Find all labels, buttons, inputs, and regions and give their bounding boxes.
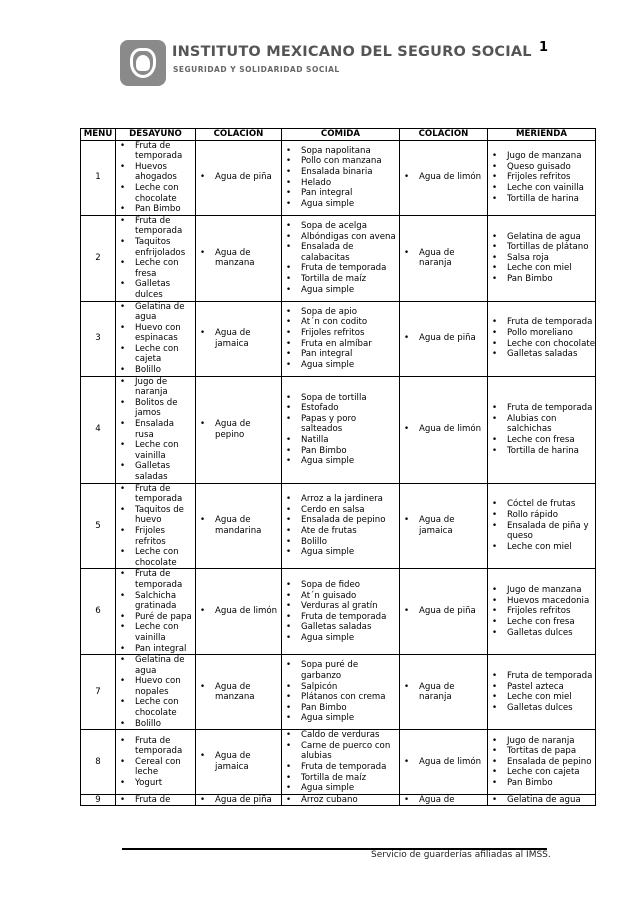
food-item: • Fruta de temporada [116, 141, 195, 162]
food-list [488, 736, 595, 789]
food-list [488, 795, 595, 806]
food-item: • Agua de limón [400, 757, 487, 768]
cell-desayuno [116, 215, 196, 301]
food-item: • Pan Bimbo [282, 446, 399, 457]
menu-number: 2 [81, 215, 116, 301]
food-item: • Pollo moreliano [488, 328, 595, 339]
menu-number: 4 [81, 376, 116, 483]
food-item: • Plátanos con crema [282, 692, 399, 703]
food-item: • Gelatina de agua [116, 655, 195, 676]
food-item: • Agua de naranja [400, 682, 487, 703]
food-item: • Leche con vainilla [116, 622, 195, 643]
food-item: • Sopa napolitana [282, 146, 399, 157]
food-item: • Agua de manzana [196, 248, 281, 269]
cell-colacion1 [196, 215, 282, 301]
food-item: • Huevos ahogados [116, 162, 195, 183]
food-item: • Agua de piña [400, 333, 487, 344]
food-list [196, 795, 281, 806]
cell-colacion1 [196, 569, 282, 655]
food-list [282, 221, 399, 295]
food-item: • Agua simple [282, 360, 399, 371]
cell-comida [282, 483, 400, 569]
table-body [81, 140, 596, 806]
food-list [400, 682, 487, 703]
food-item: • Huevo con espinacas [116, 323, 195, 344]
food-item: • Agua de jamaica [196, 751, 281, 772]
food-list [196, 751, 281, 772]
column-header: MERIENDA [488, 129, 596, 141]
food-item: • Tortilla de harina [488, 446, 595, 457]
column-header: DESAYUNO [116, 129, 196, 141]
cell-comida [282, 376, 400, 483]
cell-colacion2 [400, 794, 488, 806]
food-item: • Bolillo [116, 719, 195, 730]
menu-number: 9 [81, 794, 116, 806]
food-item: • Papas y poro salteados [282, 414, 399, 435]
food-list [196, 419, 281, 440]
food-item: • Frijoles refritos [282, 328, 399, 339]
food-item: • Leche con chocolate [488, 339, 595, 350]
food-list [282, 660, 399, 724]
food-list [196, 328, 281, 349]
table-row [81, 301, 596, 376]
food-list [282, 146, 399, 210]
food-item: • Leche con miel [488, 692, 595, 703]
food-item: • Leche con miel [488, 263, 595, 274]
food-item: • Agua de manzana [196, 682, 281, 703]
cell-merienda [488, 215, 596, 301]
table-row [81, 569, 596, 655]
food-item: • Fruta de temporada [282, 762, 399, 773]
food-item: • Sopa de acelga [282, 221, 399, 232]
food-item: • Rollo rápido [488, 510, 595, 521]
food-item: • Fruta en almíbar [282, 339, 399, 350]
column-header: COLACION [400, 129, 488, 141]
cell-colacion1 [196, 794, 282, 806]
food-item: • Arroz a la jardinera [282, 494, 399, 505]
food-item: • Pan Bimbo [116, 204, 195, 215]
food-item: • Jugo de manzana [488, 151, 595, 162]
food-item: • Ensalada de pepino [282, 515, 399, 526]
food-list [282, 730, 399, 794]
food-list [400, 795, 487, 806]
food-item: • Cerdo en salsa [282, 505, 399, 516]
food-item: • Frijoles refritos [488, 606, 595, 617]
cell-colacion2 [400, 655, 488, 730]
food-item: • Jugo de naranja [488, 736, 595, 747]
food-item: • Fruta de temporada [488, 317, 595, 328]
food-item: • Taquitos enfrijolados [116, 237, 195, 258]
column-header: MENU [81, 129, 116, 141]
food-list [116, 569, 195, 654]
table-row [81, 794, 596, 806]
food-item: • Sopa puré de garbanzo [282, 660, 399, 681]
food-item: • Leche con fresa [488, 617, 595, 628]
food-item: • Agua de piña [196, 795, 281, 806]
cell-merienda [488, 140, 596, 215]
food-list [196, 682, 281, 703]
food-item: • Pan Bimbo [488, 778, 595, 789]
food-item: • Carne de puerco con alubias [282, 741, 399, 762]
cell-desayuno [116, 569, 196, 655]
food-item: • Agua simple [282, 547, 399, 558]
food-item: • Galletas saladas [116, 461, 195, 482]
food-item: • Ate de frutas [282, 526, 399, 537]
food-list [196, 248, 281, 269]
food-list [282, 795, 399, 806]
food-item: • Frijoles refritos [488, 172, 595, 183]
food-item: • Galletas dulces [488, 703, 595, 714]
food-item: • Agua de [400, 795, 487, 806]
food-item: • Fruta de temporada [282, 263, 399, 274]
food-item: • Agua simple [282, 199, 399, 210]
food-list [282, 580, 399, 644]
food-item: • Yogurt [116, 778, 195, 789]
food-item: • Agua de limón [196, 606, 281, 617]
food-list [116, 736, 195, 789]
cell-colacion1 [196, 655, 282, 730]
food-item: • Salpicón [282, 682, 399, 693]
food-item: • Agua de limón [400, 424, 487, 435]
food-list [116, 216, 195, 301]
food-item: • Frijoles refritos [116, 526, 195, 547]
food-list [488, 585, 595, 638]
food-item: • Tortillas de plátano [488, 242, 595, 253]
food-list [116, 655, 195, 729]
table-row [81, 215, 596, 301]
cell-colacion1 [196, 301, 282, 376]
cell-merienda [488, 483, 596, 569]
cell-comida [282, 301, 400, 376]
food-item: • Agua de mandarina [196, 515, 281, 536]
food-item: • Bolillo [282, 537, 399, 548]
food-item: • Tortilla de harina [488, 194, 595, 205]
food-item: • Fruta de temporada [116, 484, 195, 505]
food-item: • At´n guisado [282, 591, 399, 602]
food-list [116, 302, 195, 376]
cell-merienda [488, 376, 596, 483]
food-item: • Leche con miel [488, 542, 595, 553]
food-list [282, 393, 399, 467]
food-item: • Puré de papa [116, 612, 195, 623]
imss-logo-icon [120, 40, 166, 86]
cell-desayuno [116, 301, 196, 376]
food-list [116, 377, 195, 483]
cell-colacion2 [400, 483, 488, 569]
food-item: • Ensalada rusa [116, 419, 195, 440]
food-item: • Leche con cajeta [116, 344, 195, 365]
menu-number: 1 [81, 140, 116, 215]
table-row [81, 483, 596, 569]
food-item: • Sopa de tortilla [282, 393, 399, 404]
cell-desayuno [116, 655, 196, 730]
food-list [196, 515, 281, 536]
page-number: 1 [539, 40, 549, 55]
food-item: • Gelatina de agua [116, 302, 195, 323]
food-item: • Jugo de manzana [488, 585, 595, 596]
cell-merienda [488, 794, 596, 806]
food-item: • Galletas dulces [488, 628, 595, 639]
food-item: • Huevos macedonia [488, 596, 595, 607]
food-item: • Ensalada de piña y queso [488, 521, 595, 542]
food-item: • Pan Bimbo [282, 703, 399, 714]
food-list [488, 151, 595, 204]
food-list [488, 232, 595, 285]
cell-colacion2 [400, 569, 488, 655]
cell-colacion1 [196, 483, 282, 569]
food-item: • Agua de jamaica [400, 515, 487, 536]
food-item: • Fruta de temporada [116, 216, 195, 237]
food-list [488, 671, 595, 713]
cell-merienda [488, 730, 596, 795]
food-item: • Estofado [282, 403, 399, 414]
menu-number: 8 [81, 730, 116, 795]
food-item: • Agua simple [282, 633, 399, 644]
food-list [400, 333, 487, 344]
food-list [400, 757, 487, 768]
food-list [400, 172, 487, 183]
food-item: • Jugo de naranja [116, 377, 195, 398]
column-header: COMIDA [282, 129, 400, 141]
cell-desayuno [116, 794, 196, 806]
cell-comida [282, 140, 400, 215]
food-item: • Agua de piña [400, 606, 487, 617]
food-item: • Fruta de temporada [116, 736, 195, 757]
food-item: • Pastel azteca [488, 682, 595, 693]
food-item: • Gelatina de agua [488, 232, 595, 243]
food-item: • Tortilla de maíz [282, 773, 399, 784]
food-list [116, 141, 195, 215]
food-list [116, 484, 195, 569]
food-item: • Agua simple [282, 456, 399, 467]
food-item: • Leche con chocolate [116, 183, 195, 204]
food-item: • Leche con vainilla [488, 183, 595, 194]
org-subtitle: SEGURIDAD Y SOLIDARIDAD SOCIAL [173, 65, 340, 74]
food-item: • Agua simple [282, 713, 399, 724]
food-item: • Salsa roja [488, 253, 595, 264]
food-item: • Fruta de temporada [282, 612, 399, 623]
cell-colacion2 [400, 376, 488, 483]
food-item: • Fruta de temporada [488, 671, 595, 682]
food-item: • Galletas saladas [488, 349, 595, 360]
menu-number: 3 [81, 301, 116, 376]
food-list [400, 515, 487, 536]
food-item: • Ensalada binaria [282, 167, 399, 178]
cell-merienda [488, 655, 596, 730]
food-item: • Agua de limón [400, 172, 487, 183]
food-item: • Alubias con salchichas [488, 414, 595, 435]
food-item: • Verduras al gratín [282, 601, 399, 612]
cell-colacion2 [400, 301, 488, 376]
food-list [282, 494, 399, 558]
food-list [196, 606, 281, 617]
food-item: • Galletas saladas [282, 622, 399, 633]
food-item: • Pan Bimbo [488, 274, 595, 285]
food-list [196, 172, 281, 183]
food-item: • Leche con vainilla [116, 440, 195, 461]
food-item: • Tortilla de maíz [282, 274, 399, 285]
food-item: • Sopa de fideo [282, 580, 399, 591]
cell-desayuno [116, 483, 196, 569]
table-row [81, 376, 596, 483]
table-header-row [81, 129, 596, 141]
food-item: • Helado [282, 178, 399, 189]
cell-colacion1 [196, 140, 282, 215]
food-item: • Leche con fresa [488, 435, 595, 446]
food-item: • Galletas dulces [116, 279, 195, 300]
food-item: • At´n con codito [282, 317, 399, 328]
food-item: • Agua de pepino [196, 419, 281, 440]
food-item: • Pan integral [116, 644, 195, 655]
food-list [400, 606, 487, 617]
food-item: • Sopa de apio [282, 307, 399, 318]
food-item: • Agua simple [282, 783, 399, 794]
food-item: • Bolillo [116, 365, 195, 376]
cell-desayuno [116, 376, 196, 483]
food-item: • Pan integral [282, 349, 399, 360]
food-list [400, 424, 487, 435]
food-item: • Fruta de temporada [488, 403, 595, 414]
table-row [81, 730, 596, 795]
food-item: • Ensalada de calabacitas [282, 242, 399, 263]
cell-comida [282, 569, 400, 655]
food-item: • Pan integral [282, 188, 399, 199]
cell-comida [282, 215, 400, 301]
cell-colacion2 [400, 140, 488, 215]
food-item: • Agua de piña [196, 172, 281, 183]
food-item: • Huevo con nopales [116, 676, 195, 697]
menu-number: 7 [81, 655, 116, 730]
column-header: COLACION [196, 129, 282, 141]
food-item: • Taquitos de huevo [116, 505, 195, 526]
footer-text: Servicio de guarderías afiliadas al IMSS. [371, 850, 551, 860]
food-item: • Agua simple [282, 285, 399, 296]
cell-merienda [488, 569, 596, 655]
cell-desayuno [116, 140, 196, 215]
food-item: • Salchicha gratinada [116, 591, 195, 612]
cell-comida [282, 794, 400, 806]
org-name: INSTITUTO MEXICANO DEL SEGURO SOCIAL [172, 44, 532, 60]
food-item: • Leche con fresa [116, 258, 195, 279]
food-item: • Fruta de temporada [116, 569, 195, 590]
cell-colacion1 [196, 730, 282, 795]
food-item: • Ensalada de pepino [488, 757, 595, 768]
food-list [488, 499, 595, 552]
food-item: • Arroz cubano [282, 795, 399, 806]
food-item: • Agua de jamaica [196, 328, 281, 349]
table-row [81, 655, 596, 730]
cell-comida [282, 730, 400, 795]
food-list [282, 307, 399, 371]
cell-merienda [488, 301, 596, 376]
menu-number: 5 [81, 483, 116, 569]
food-list [488, 317, 595, 359]
food-item: • Tortitas de papa [488, 746, 595, 757]
menu-table [80, 128, 596, 806]
menu-number: 6 [81, 569, 116, 655]
cell-colacion2 [400, 215, 488, 301]
food-list [400, 248, 487, 269]
food-item: • Bolitos de jamos [116, 398, 195, 419]
food-item: • Albóndigas con avena [282, 232, 399, 243]
cell-colacion2 [400, 730, 488, 795]
food-item: • Cereal con leche [116, 757, 195, 778]
food-item: • Leche con chocolate [116, 697, 195, 718]
table-row [81, 140, 596, 215]
food-item: • Fruta de [116, 795, 195, 806]
food-item: • Leche con cajeta [488, 767, 595, 778]
food-item: • Cóctel de frutas [488, 499, 595, 510]
food-item: • Leche con chocolate [116, 547, 195, 568]
cell-colacion1 [196, 376, 282, 483]
food-item: • Natilla [282, 435, 399, 446]
cell-desayuno [116, 730, 196, 795]
header [120, 40, 532, 90]
cell-comida [282, 655, 400, 730]
food-item: • Pollo con manzana [282, 156, 399, 167]
food-item: • Gelatina de agua [488, 795, 595, 806]
food-list [116, 795, 195, 806]
food-item: • Caldo de verduras [282, 730, 399, 741]
food-item: • Queso guisado [488, 162, 595, 173]
food-item: • Agua de naranja [400, 248, 487, 269]
food-list [488, 403, 595, 456]
